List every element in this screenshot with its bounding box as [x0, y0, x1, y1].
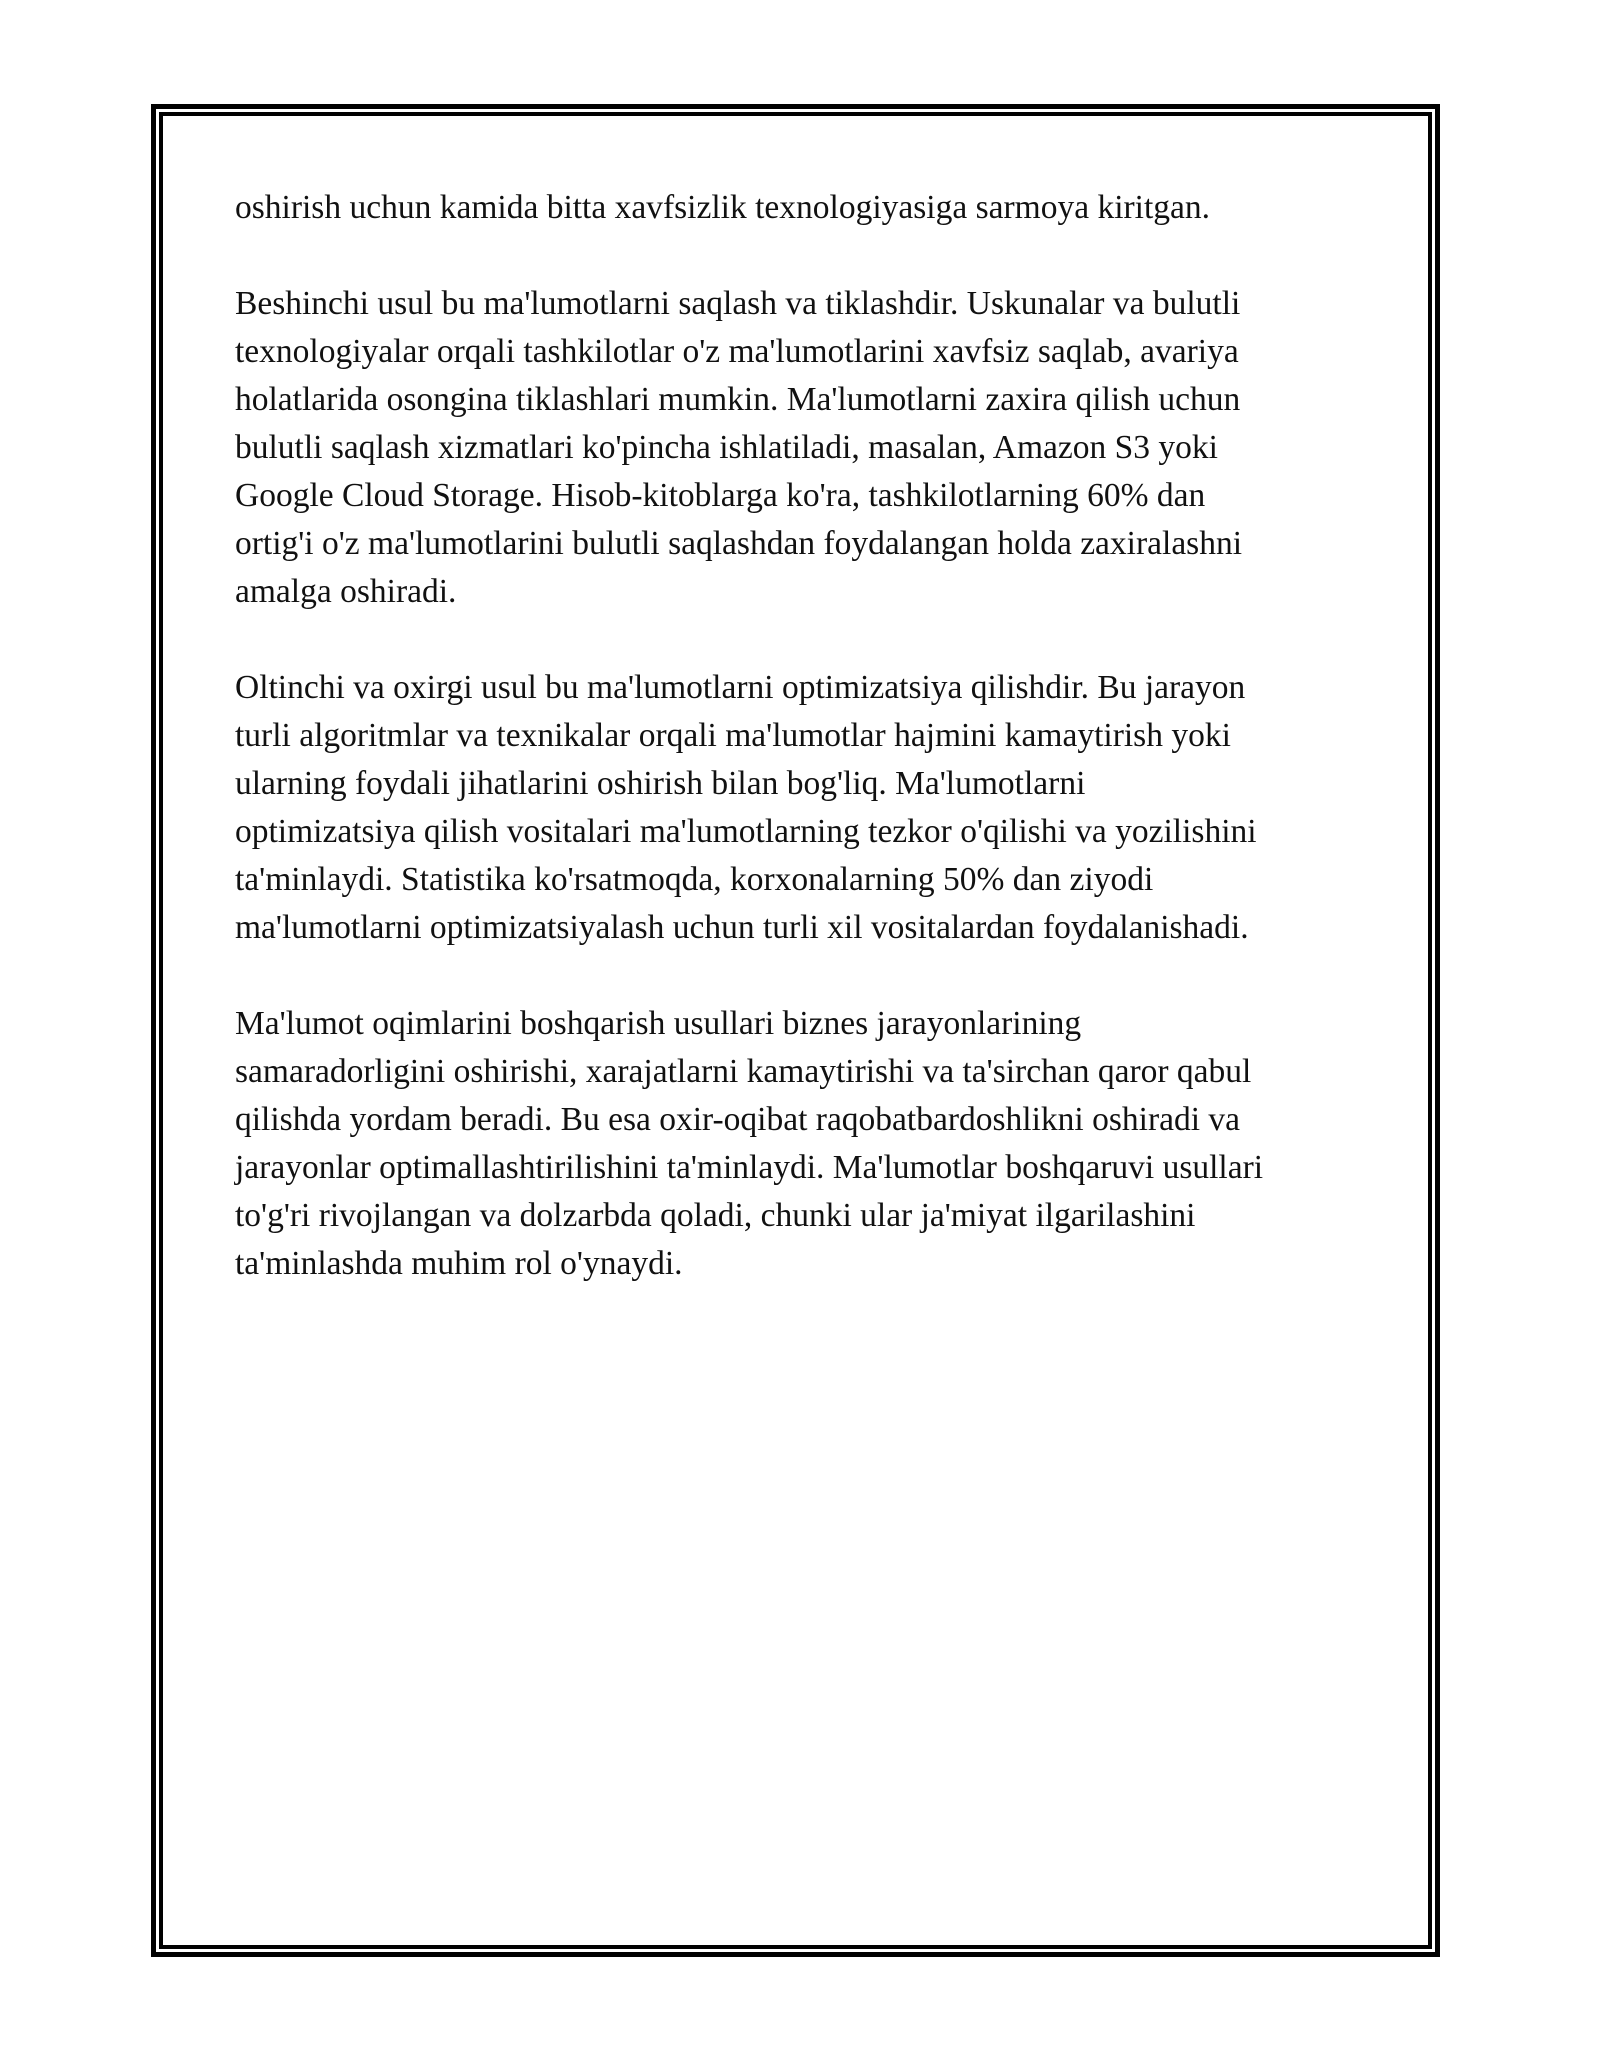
- text-line: ortig'i o'z ma'lumotlarini bulutli saqlashdan foydalangan holda zaxiralashni: [235, 525, 1243, 562]
- text-line: Google Cloud Storage. Hisob-kitoblarga ko'ra, tashkilotlarning 60% dan: [235, 477, 1206, 514]
- text-line: ta'minlashda muhim rol o'ynaydi.: [235, 1245, 683, 1282]
- text-line: jarayonlar optimallashtirilishini ta'minlaydi. Ma'lumotlar boshqaruvi usullari: [235, 1149, 1264, 1186]
- text-line: Oltinchi va oxirgi usul bu ma'lumotlarni optimizatsiya qilishdir. Bu jarayon: [235, 669, 1246, 706]
- text-line: samaradorligini oshirishi, xarajatlarni kamaytirishi va ta'sirchan qaror qabul: [235, 1053, 1252, 1090]
- text-line: holatlarida osongina tiklashlari mumkin. Ma'lumotlarni zaxira qilish uchun: [235, 381, 1241, 418]
- text-line: optimizatsiya qilish vositalari ma'lumotlarning tezkor o'qilishi va yozilishini: [235, 813, 1257, 850]
- text-line: oshirish uchun kamida bitta xavfsizlik texnologiyasiga sarmoya kiritgan.: [235, 189, 1211, 226]
- text-line: ma'lumotlarni optimizatsiyalash uchun turli xil vositalardan foydalanishadi.: [235, 909, 1249, 946]
- paragraph-1: [235, 184, 1365, 232]
- text-line: ta'minlaydi. Statistika ko'rsatmoqda, korxonalarning 50% dan ziyodi: [235, 861, 1154, 898]
- paragraph-4: [235, 1000, 1365, 1288]
- text-line: Beshinchi usul bu ma'lumotlarni saqlash va tiklashdir. Uskunalar va bulutli: [235, 285, 1241, 322]
- paragraph-2: [235, 280, 1365, 616]
- document-body: [235, 184, 1365, 1336]
- text-line: to'g'ri rivojlangan va dolzarbda qoladi, chunki ular ja'miyat ilgarilashini: [235, 1197, 1196, 1234]
- text-line: bulutli saqlash xizmatlari ko'pincha ishlatiladi, masalan, Amazon S3 yoki: [235, 429, 1218, 466]
- paragraph-3: [235, 664, 1365, 952]
- text-line: ularning foydali jihatlarini oshirish bilan bog'liq. Ma'lumotlarni: [235, 765, 1086, 802]
- text-line: amalga oshiradi.: [235, 573, 457, 610]
- text-line: qilishda yordam beradi. Bu esa oxir-oqibat raqobatbardoshlikni oshiradi va: [235, 1101, 1241, 1138]
- text-line: texnologiyalar orqali tashkilotlar o'z ma'lumotlarini xavfsiz saqlab, avariya: [235, 333, 1239, 370]
- text-line: Ma'lumot oqimlarini boshqarish usullari biznes jarayonlarining: [235, 1005, 1082, 1042]
- text-line: turli algoritmlar va texnikalar orqali ma'lumotlar hajmini kamaytirish yoki: [235, 717, 1231, 754]
